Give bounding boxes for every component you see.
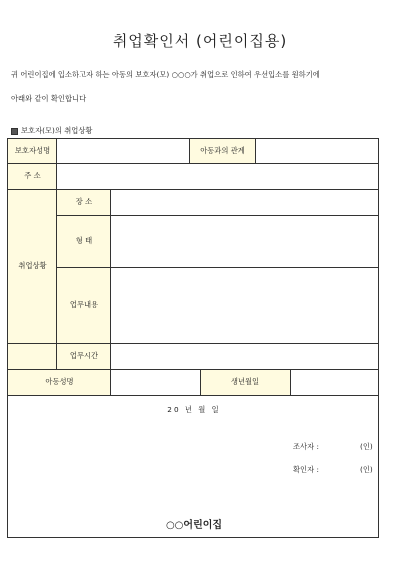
child-name-label: 아동성명 bbox=[8, 369, 111, 395]
relation-field[interactable] bbox=[256, 139, 378, 163]
guardian-name-field[interactable] bbox=[57, 139, 189, 163]
row-divider bbox=[8, 163, 378, 164]
duties-field[interactable] bbox=[111, 267, 378, 343]
row-divider bbox=[57, 215, 378, 216]
child-name-field[interactable] bbox=[111, 369, 200, 395]
hours-label: 업무시간 bbox=[57, 343, 111, 369]
column-divider bbox=[255, 139, 256, 163]
section-label-text: 보호자(모)의 취업상황 bbox=[21, 126, 93, 135]
birthdate-field[interactable] bbox=[290, 369, 378, 395]
column-divider bbox=[290, 369, 291, 395]
row-divider bbox=[8, 369, 378, 370]
hours-left-blank bbox=[8, 343, 57, 369]
confirmer-seal: (인) bbox=[360, 465, 373, 474]
investigator-seal: (인) bbox=[360, 442, 373, 451]
form-label: 형 태 bbox=[57, 215, 111, 267]
form-field[interactable] bbox=[111, 215, 378, 267]
employment-form-table bbox=[7, 138, 379, 538]
intro-line-2: 아래와 같이 확인합니다 bbox=[11, 94, 87, 103]
place-field[interactable] bbox=[111, 189, 378, 215]
square-bullet-icon bbox=[11, 128, 18, 135]
place-label: 장 소 bbox=[57, 189, 111, 215]
document-title: 취업확인서 (어린이집용) bbox=[112, 32, 288, 50]
column-divider bbox=[189, 139, 190, 163]
investigator-label: 조사자 : bbox=[293, 442, 319, 451]
address-field[interactable] bbox=[57, 163, 378, 189]
address-label: 주 소 bbox=[8, 163, 57, 189]
confirmer-label: 확인자 : bbox=[293, 465, 319, 474]
column-divider bbox=[56, 139, 57, 369]
date-line: 20 년 월 일 bbox=[167, 405, 221, 414]
row-divider bbox=[8, 189, 378, 190]
daycare-center-name: ○○어린이집 bbox=[165, 520, 223, 531]
row-divider bbox=[8, 343, 378, 344]
guardian-name-label: 보호자성명 bbox=[8, 139, 57, 163]
section-label bbox=[11, 126, 92, 136]
row-divider bbox=[57, 267, 378, 268]
row-divider bbox=[8, 395, 378, 396]
column-divider bbox=[200, 369, 201, 395]
hours-field[interactable] bbox=[111, 343, 378, 369]
intro-line-1: 귀 어린이집에 입소하고자 하는 아동의 보호자(모) ○○○가 취업으로 인하여 우선입소를 원하기에 bbox=[11, 70, 320, 79]
duties-label: 업무내용 bbox=[57, 267, 111, 343]
employment-status-label: 취업상황 bbox=[8, 189, 57, 343]
birthdate-label: 생년월일 bbox=[200, 369, 290, 395]
column-divider bbox=[110, 189, 111, 395]
relation-label: 아동과의 관계 bbox=[189, 139, 256, 163]
